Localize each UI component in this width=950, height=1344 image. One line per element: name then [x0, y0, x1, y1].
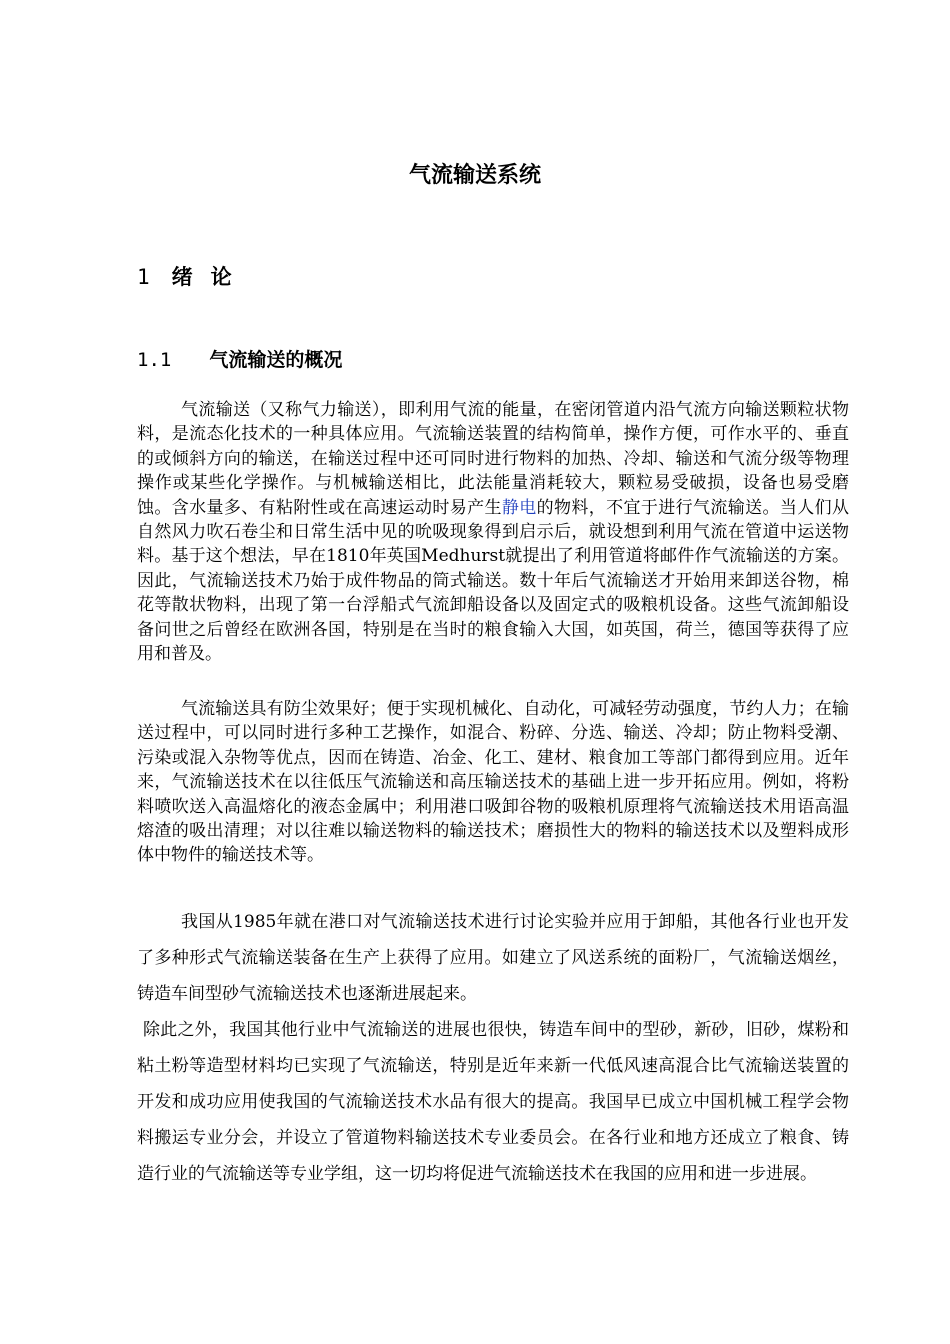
section-heading	[137, 345, 342, 375]
chapter-title-part1: 绪	[171, 264, 193, 289]
paragraph-overview-text-a: 气流输送（又称气力输送），即利用气流的能量，在密闭管道内沿气流方向输送颗粒状物料，是流态化技术的一种具体应用。气流输送装置的结构简单，操作方便，可作水平的、垂直的或倾斜方向的输送，在输送过程中还可同时进行物料的加热、冷却、输送和气流分级等物理操作或某些化学操作。与机械输送相比，此法能量消耗较大，颗粒易受破损，设备也易受磨蚀。含水量多、有粘附性或在高速运动时易产生	[137, 400, 849, 518]
paragraph-overview-text-b: 的物料，不宜于进行气流输送。当人们从自然风力吹石卷尘和日常生活中见的吮吸现象得到启示后，就设想到利用气流在管道中运送物料。基于这个想法，早在1810年英国Medhurst就提出了利用管道将邮件作气流输送的方案。因此，气流输送技术乃始于成件物品的筒式输送。数十年后气流输送才开始用来卸送谷物，棉花等散状物料，出现了第一台浮船式气流卸船设备以及固定式的吸粮机设备。这些气流卸船设备问世之后曾经在欧洲各国，特别是在当时的粮食输入大国，如英国，荷兰，德国等获得了应用和普及。	[137, 497, 849, 665]
static-electricity-link[interactable]: 静电	[501, 497, 537, 518]
document-title: 气流输送系统	[408, 163, 541, 188]
section-title: 气流输送的概况	[209, 349, 343, 371]
paragraph-overview	[137, 398, 849, 666]
paragraph-advantages: 气流输送具有防尘效果好；便于实现机械化、自动化，可减轻劳动强度，节约人力；在输送过程中，可以同时进行多种工艺操作，如混合、粉碎、分选、输送、冷却；防止物料受潮、污染或混入杂物等优点，因而在铸造、冶金、化工、建材、粮食加工等部门都得到应用。近年来，气流输送技术在以往低压气流输送和高压输送技术的基础上进一步开拓应用。例如，将粉料喷吹送入高温熔化的液态金属中；利用港口吸卸谷物的吸粮机原理将气流输送技术用语高温熔渣的吸出清理；对以往难以输送物料的输送技术；磨损性大的物料的输送技术以及塑料成形体中物件的输送技术等。	[137, 699, 849, 866]
paragraph-domestic-progress: 除此之外，我国其他行业中气流输送的进展也很快，铸造车间中的型砂，新砂，旧砂，煤粉和粘土粉等造型材料均已实现了气流输送，特别是近年来新一代低风速高混合比气流输送装置的开发和成功应用使我国的气流输送技术水品有很大的提高。我国早已成立中国机械工程学会物料搬运专业分会，并设立了管道物料输送技术专业委员会。在各行业和地方还成立了粮食、铸造行业的气流输送等专业学组，这一切均将促进气流输送技术在我国的应用和进一步进展。	[137, 1020, 849, 1184]
chapter-heading	[137, 262, 232, 292]
paragraph-domestic-history: 我国从1985年就在港口对气流输送技术进行讨论实验并应用于卸船，其他各行业也开发了多种形式气流输送装备在生产上获得了应用。如建立了风送系统的面粉厂，气流输送烟丝，铸造车间型砂气流输送技术也逐渐进展起来。	[137, 912, 849, 1004]
chapter-title-part2: 论	[210, 264, 232, 289]
chapter-number: 1	[137, 265, 150, 289]
section-number: 1.1	[137, 349, 172, 371]
